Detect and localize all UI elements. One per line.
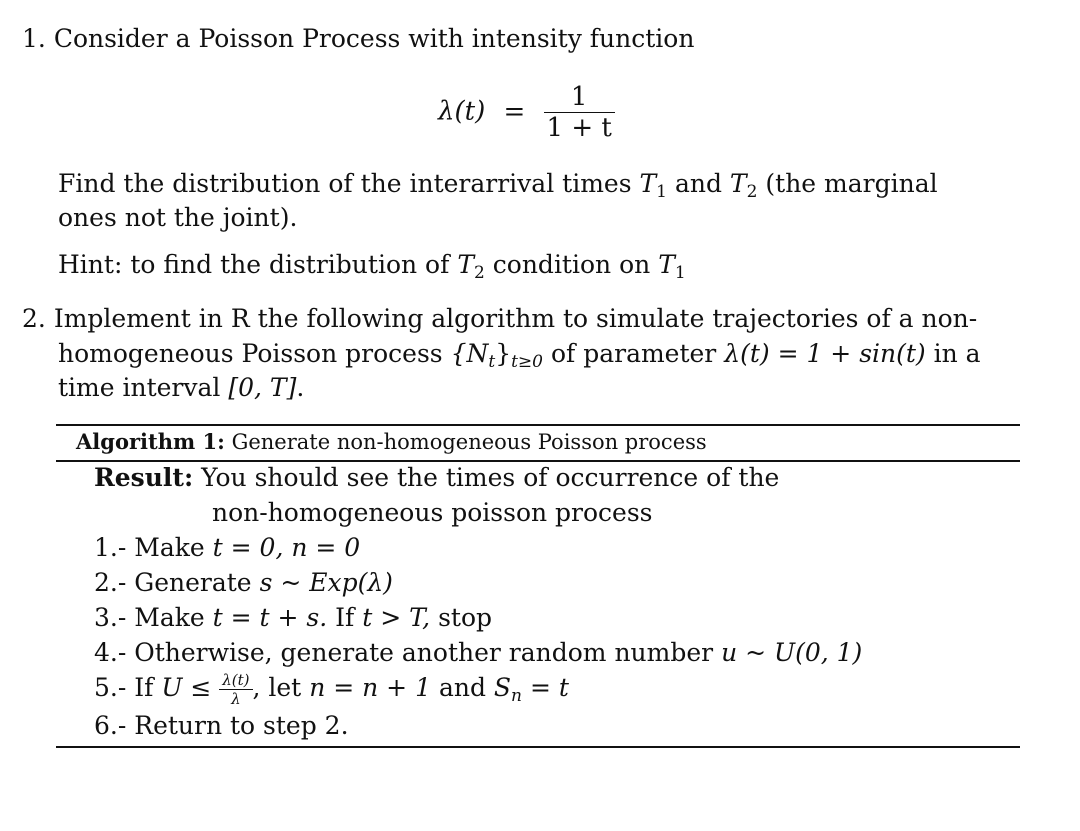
q1-hint [58, 250, 686, 283]
q1-formula [438, 82, 615, 143]
step2-math: s ~ Exp(λ) [259, 568, 393, 597]
q2-line1 [22, 304, 977, 333]
step5-s-symbol: S [493, 673, 512, 702]
step5-math: U ≤ [161, 673, 212, 702]
algorithm-step-1 [94, 533, 360, 562]
q2-number: 2. [22, 304, 46, 333]
algorithm-step-2 [94, 568, 393, 597]
t2-subscript: 2 [746, 182, 758, 202]
q1-number: 1. [22, 24, 46, 53]
hint-text: Hint: to find the distribution of [58, 250, 450, 279]
algorithm-label: Algorithm 1: [76, 429, 225, 454]
q1-intro-line [22, 24, 694, 53]
algorithm-caption [76, 429, 707, 454]
q2-line2-text: homogeneous Poisson process [58, 339, 443, 368]
algorithm-result [94, 463, 779, 492]
step5-assign: = t [529, 673, 569, 702]
hint-t1-subscript: 1 [674, 263, 686, 283]
result-line2: non-homogeneous poisson process [212, 498, 653, 527]
formula-eq: = [503, 96, 526, 127]
step1-math: t = 0, n = 0 [212, 533, 361, 562]
formula-denominator: 1 + t [544, 112, 615, 143]
step5-and: and [438, 673, 486, 702]
process-index: t≥0 [511, 352, 543, 372]
algorithm-step-5 [94, 671, 569, 708]
interval-formula: [0, T] [228, 373, 297, 402]
q1-intro: Consider a Poisson Process with intensity function [53, 24, 695, 53]
result-line1: You should see the times of occurrence of the [201, 463, 780, 492]
algorithm-step-4 [94, 638, 862, 667]
step5-numerator: λ(t) [222, 671, 250, 689]
q2-line1-text: Implement in R the following algorithm to simulate trajectories of a non- [53, 304, 978, 333]
hint-t1-symbol: T [658, 250, 675, 279]
q1-find-line1 [58, 169, 938, 202]
step5-increment: n = n + 1 [309, 673, 431, 702]
step3-stop: stop [438, 603, 492, 632]
step3-math: t = t + s. [212, 603, 328, 632]
formula-fraction [544, 82, 615, 143]
algorithm-step-3 [94, 603, 492, 632]
step5-s-subscript: n [511, 686, 522, 706]
find-text: Find the distribution of the interarrival times [58, 169, 632, 198]
algorithm-bottom-rule [56, 746, 1020, 748]
q1-find-line2: ones not the joint). [58, 203, 298, 232]
result-label: Result: [94, 463, 194, 492]
in-a-text: in a [933, 339, 981, 368]
process-close-brace: } [495, 339, 512, 368]
and-text: and [674, 169, 722, 198]
step5-let: , let [252, 673, 302, 702]
process-symbol: {N [450, 339, 489, 368]
parameter-text: of parameter [550, 339, 717, 368]
step1-text: 1.- Make [94, 533, 205, 562]
q2-line2 [58, 339, 981, 372]
hint-condition-text: condition on [492, 250, 651, 279]
process-subscript: t [488, 352, 496, 372]
q2-line3 [58, 373, 304, 402]
algorithm-mid-rule [56, 460, 1020, 462]
step5-denominator: λ [219, 689, 252, 708]
step2-text: 2.- Generate [94, 568, 252, 597]
parameter-formula: λ(t) = 1 + sin(t) [724, 339, 926, 368]
hint-t2-subscript: 2 [474, 263, 485, 283]
step3-text: 3.- Make [94, 603, 205, 632]
step3-condition: t > T, [362, 603, 431, 632]
interval-text: time interval [58, 373, 221, 402]
algorithm-step-6: 6.- Return to step 2. [94, 711, 349, 740]
step3-if: If [335, 603, 355, 632]
formula-numerator: 1 [570, 82, 588, 112]
t1-symbol: T [639, 169, 657, 198]
period: . [296, 373, 305, 402]
step5-text: 5.- If [94, 673, 154, 702]
step4-math: u ~ U(0, 1) [721, 638, 863, 667]
algorithm-title: Generate non-homogeneous Poisson process [231, 430, 707, 454]
step4-text: 4.- Otherwise, generate another random number [94, 638, 714, 667]
algorithm-top-rule [56, 424, 1020, 426]
step5-fraction [219, 671, 252, 708]
marginal-text: (the marginal [765, 169, 938, 198]
hint-t2-symbol: T [457, 250, 474, 279]
t1-subscript: 1 [656, 182, 667, 202]
t2-symbol: T [729, 169, 747, 198]
formula-lhs: λ(t) [438, 96, 486, 127]
